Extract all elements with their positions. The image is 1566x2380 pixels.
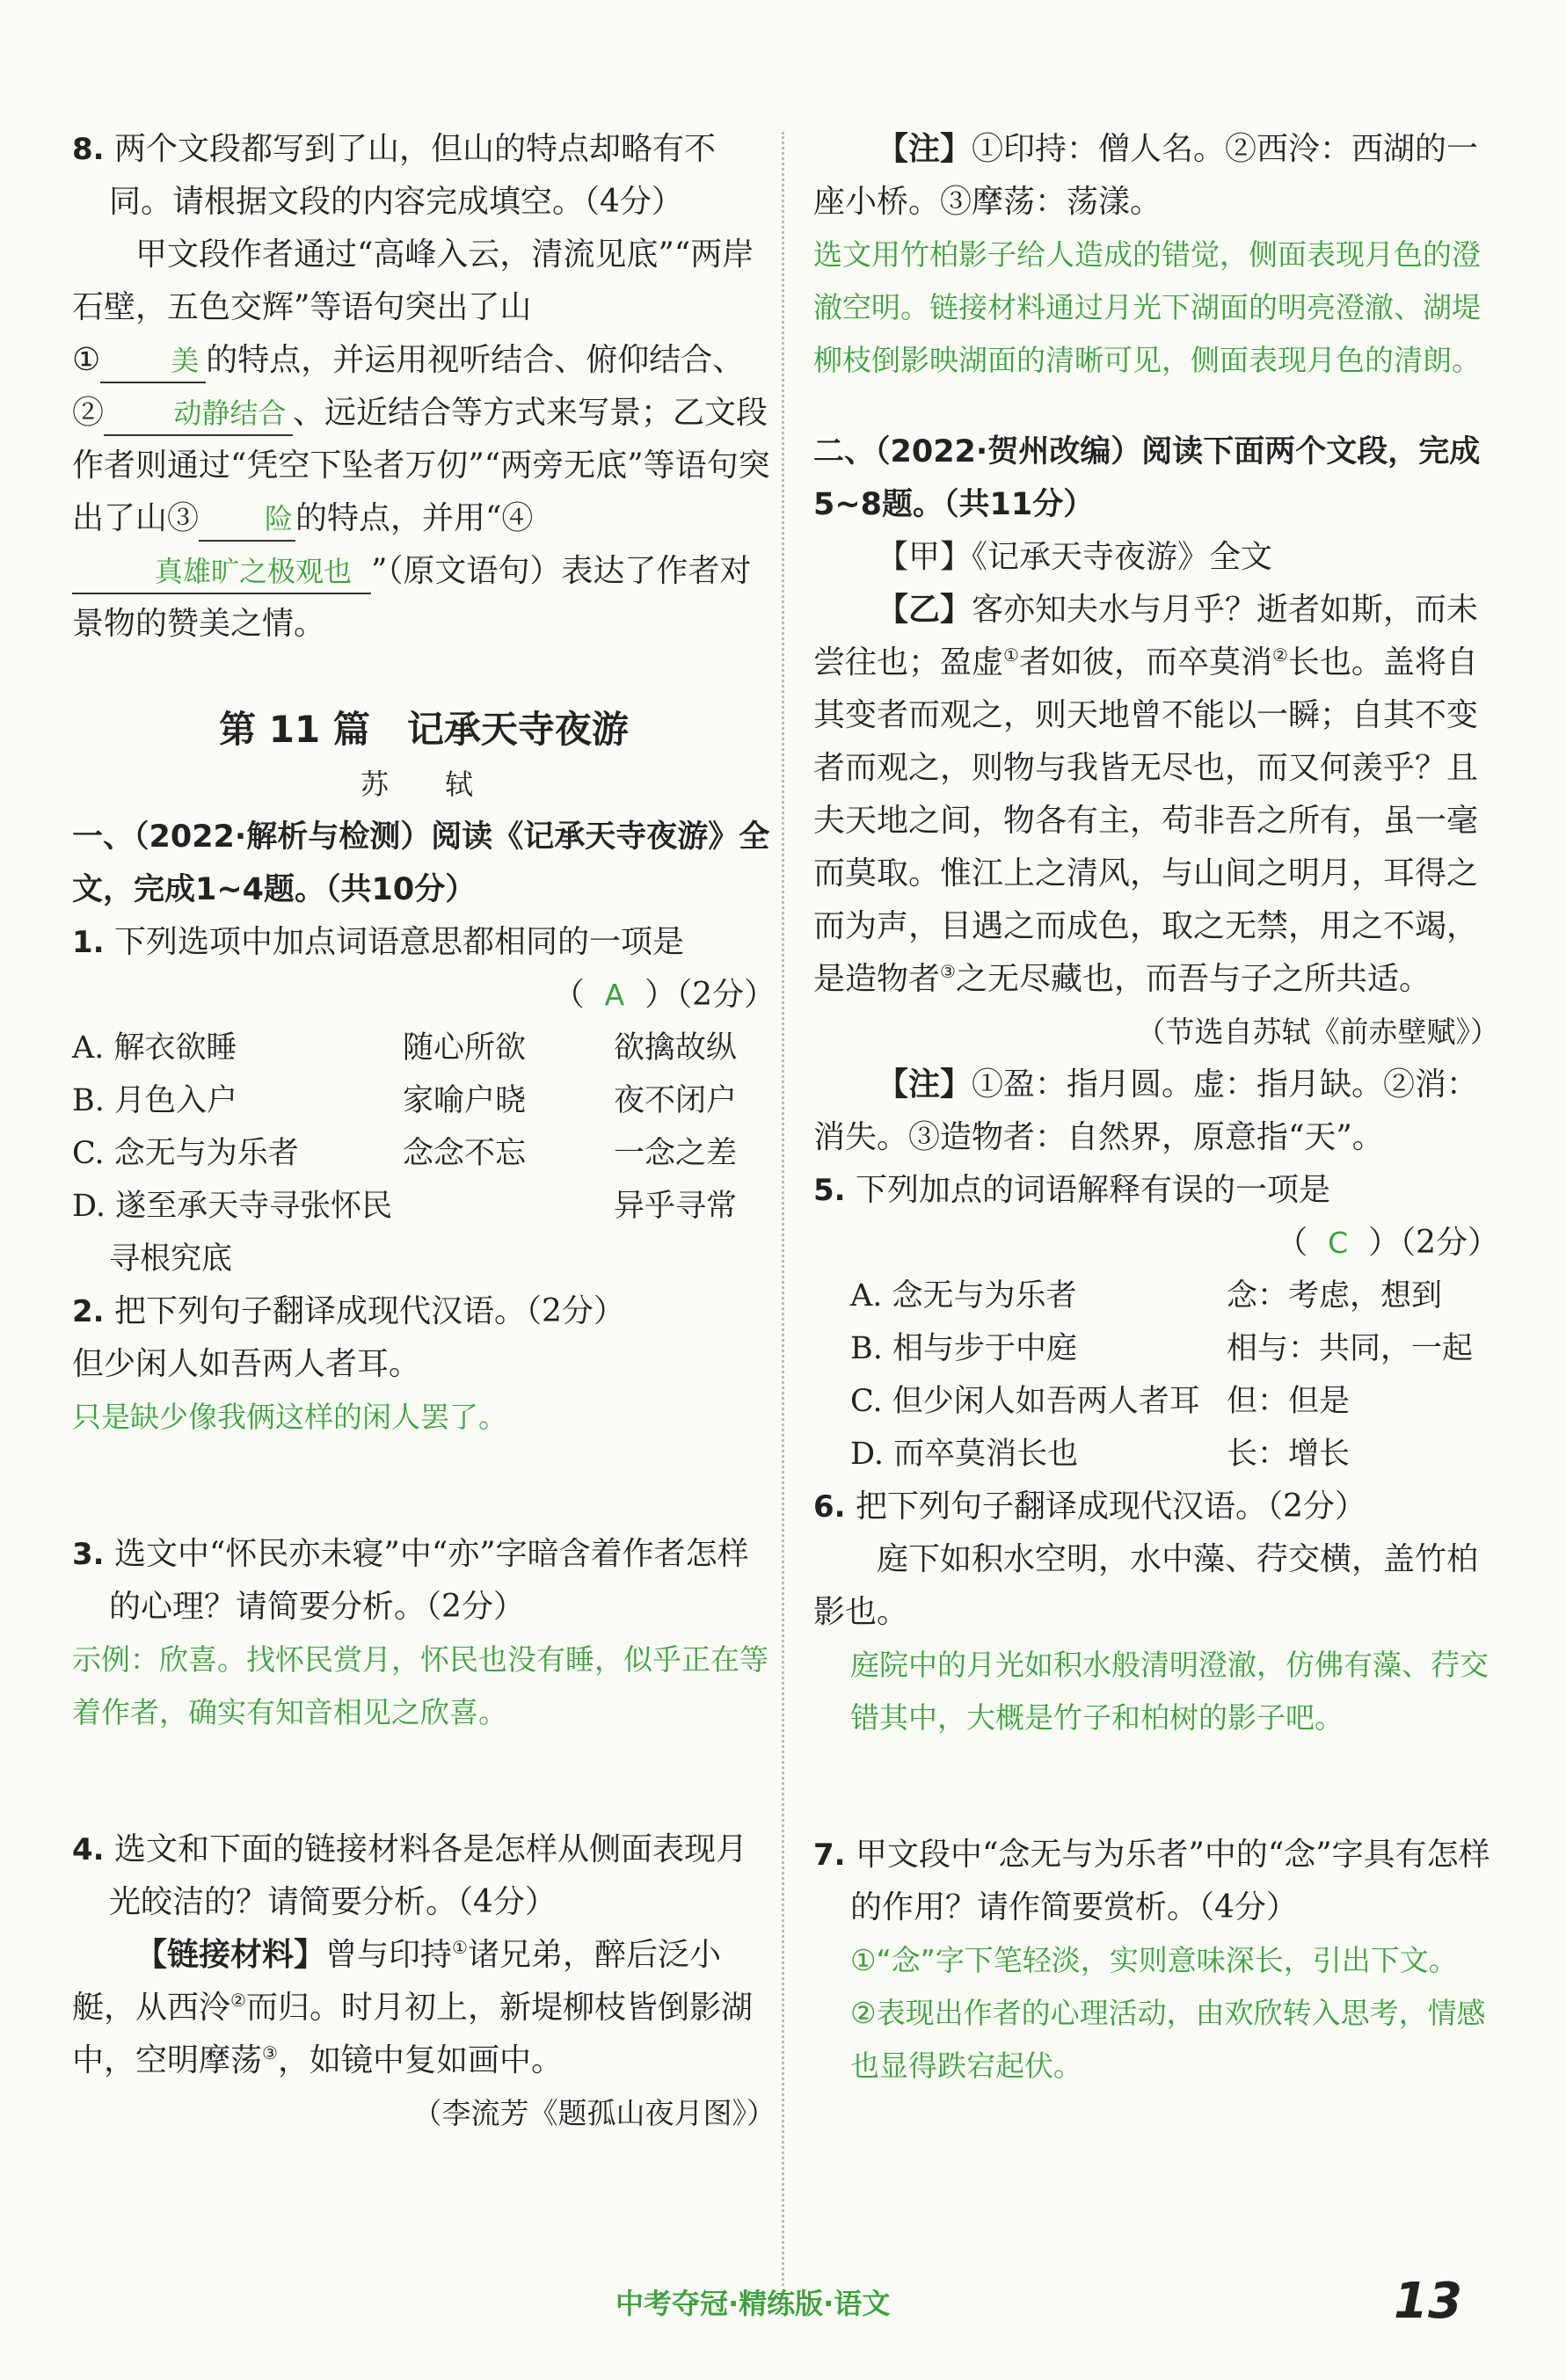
answer-text: 示例：欣喜。找怀民赏月，怀民也没有睡，似乎正在等着作者，确实有知音相见之欣喜。 <box>72 1642 768 1729</box>
blank-4 <box>72 550 371 594</box>
option-row: C. 但少闲人如吾两人者耳 但：但是 <box>850 1384 1351 1419</box>
question-2: 2. 把下列句子翻译成现代汉语。（2分） <box>72 1293 625 1329</box>
option-row: 寻根究底 <box>109 1241 233 1277</box>
section-heading-2: 二、（2022·贺州改编）阅读下面两个文段，完成5~8题。（共11分） <box>813 434 1481 522</box>
note-2: 【注】①盈：指月圆。虚：指月缺。②消：消失。③造物者：自然界，原意指“天”。 <box>813 1066 1479 1155</box>
question-7: 7. 甲文段中“念无与为乐者”中的“念”字具有怎样的作用？请作简要赏析。（4分） <box>813 1837 1490 1925</box>
answer-space <box>813 1744 1499 1829</box>
translate-sentence: 但少闲人如吾两人者耳。 <box>72 1346 421 1382</box>
choice-answer: A <box>604 978 625 1012</box>
link-material: 【链接材料】曾与印持①诸兄弟，醉后泛小艇，从西泠②而归。时月初上，新堤柳枝皆倒影湖中，空明摩荡③，如镜中复如画中。 <box>72 1937 753 2078</box>
answer-space <box>72 1739 776 1823</box>
article-title: 第 11 篇 记承天寺夜游 <box>219 708 629 751</box>
options-table <box>72 1022 776 1285</box>
question-5: 5. 下列加点的词语解释有误的一项是 <box>813 1172 1331 1208</box>
passage-jia: 【甲】《记承天寺夜游》全文 <box>877 539 1273 575</box>
answer-bracket: （ A ）（2分） <box>552 977 776 1013</box>
option-row: A. 解衣欲睡 随心所欲 欲擒故纵 <box>72 1030 738 1066</box>
blank-2 <box>104 392 293 436</box>
blank-3 <box>199 498 295 542</box>
option-row: C. 念无与为乐者 念念不忘 一念之差 <box>72 1136 738 1171</box>
answer-1: 美 <box>171 344 200 377</box>
answer-space <box>72 1444 776 1528</box>
options-table <box>850 1270 1499 1481</box>
passage-yi: 【乙】客亦知夫水与月乎？逝者如斯，而未尝往也；盈虚①者如彼，而卒莫消②长也。盖将自其变者而观之，则天地曾不能以一瞬；自其不变者而观之，则物与我皆无尽也，而又何羡乎？且夫天地之间，物各有主，苟非吾之所有，虽一毫而莫取。惟江上之清风，与山间之明月，耳得之而为声，目遇之而成色，取之无禁，用之不竭，是造物者③之无尽藏也，而吾与子之所共适。 <box>813 592 1479 997</box>
article-author: 苏 轼 <box>360 768 487 801</box>
blank-1 <box>100 339 206 383</box>
translate-sentence: 庭下如积水空明，水中藻、荇交横，盖竹柏影也。 <box>813 1541 1479 1630</box>
option-row: B. 月色入户 家喻户晓 夜不闭户 <box>72 1083 738 1118</box>
answer-3: 险 <box>265 502 294 535</box>
question-1: 1. 下列选项中加点词语意思都相同的一项是 <box>72 924 685 960</box>
fill-paragraph: 甲文段作者通过“高峰入云，清流见底”“两岸石壁，五色交辉”等语句突出了山 ① 美 的特点，并运用视听结合、俯仰结合、② 动静结合 、远近结合等方式来写景；乙文段作者则通过“凭空下坠者万仞”“两旁无底”等语句突出了山③ 险的特点，并用“④真雄旷之极观也 ”（原文语句）表达了作者对景物的赞美之情。 <box>72 237 770 642</box>
note-1: 【注】①印持：僧人名。②西泠：西湖的一座小桥。③摩荡：荡漾。 <box>813 131 1479 220</box>
book-title: 中考夺冠·精练版·语文 <box>615 2287 891 2320</box>
question-6: 6. 把下列句子翻译成现代汉语。（2分） <box>813 1488 1366 1525</box>
option-row: A. 念无与为乐者 念：考虑，想到 <box>850 1278 1443 1314</box>
question-stem: 两个文段都写到了山，但山的特点却略有不同。请根据文段的内容完成填空。（4分） <box>109 131 717 220</box>
answer-4: 真雄旷之极观也 <box>154 555 352 588</box>
option-row: D. 遂至承天寺寻张怀民 异乎寻常 <box>72 1189 738 1224</box>
option-row: D. 而卒莫消长也 长：增长 <box>850 1437 1351 1472</box>
left-column <box>72 123 776 2140</box>
question-3: 3. 选文中“怀民亦未寝”中“亦”字暗含着作者怎样的心理？请简要分析。（2分） <box>72 1536 749 1625</box>
answer-text: 庭院中的月光如积水般清明澄澈，仿佛有藻、荇交错其中，大概是竹子和柏树的影子吧。 <box>850 1648 1489 1735</box>
passage-source: （节选自苏轼《前赤壁赋》） <box>1136 1015 1499 1049</box>
right-column <box>813 123 1499 2093</box>
answer-text: ②表现出作者的心理活动，由欢欣转入思考，情感也显得跌宕起伏。 <box>850 1996 1486 2083</box>
question-4: 4. 选文和下面的链接材料各是怎样从侧面表现月光皎洁的？请简要分析。（4分） <box>72 1831 748 1920</box>
question-8 <box>72 123 776 229</box>
option-row: B. 相与步于中庭 相与：共同，一起 <box>850 1331 1474 1366</box>
choice-answer: C <box>1328 1226 1349 1260</box>
answer-text: 只是缺少像我俩这样的闲人罢了。 <box>72 1400 507 1434</box>
material-source: （李流芳《题孤山夜月图》） <box>412 2096 776 2130</box>
answer-bracket: （ C ）（2分） <box>1276 1225 1499 1261</box>
answer-text: ①“念”字下笔轻淡，实则意味深长，引出下文。 <box>850 1943 1458 1977</box>
section-heading-1: 一、（2022·解析与检测）阅读《记承天寺夜游》全文，完成1~4题。（共10分） <box>72 819 770 907</box>
question-4-answer: 选文用竹柏影子给人造成的错觉，侧面表现月色的澄澈空明。链接材料通过月光下湖面的明亮澄澈、湖堤柳枝倒影映湖面的清晰可见，侧面表现月色的清朗。 <box>813 237 1481 377</box>
column-divider <box>782 132 784 2286</box>
page-number: 13 <box>1394 2273 1462 2330</box>
question-number: 8. <box>72 132 105 167</box>
answer-2: 动静结合 <box>173 397 287 430</box>
